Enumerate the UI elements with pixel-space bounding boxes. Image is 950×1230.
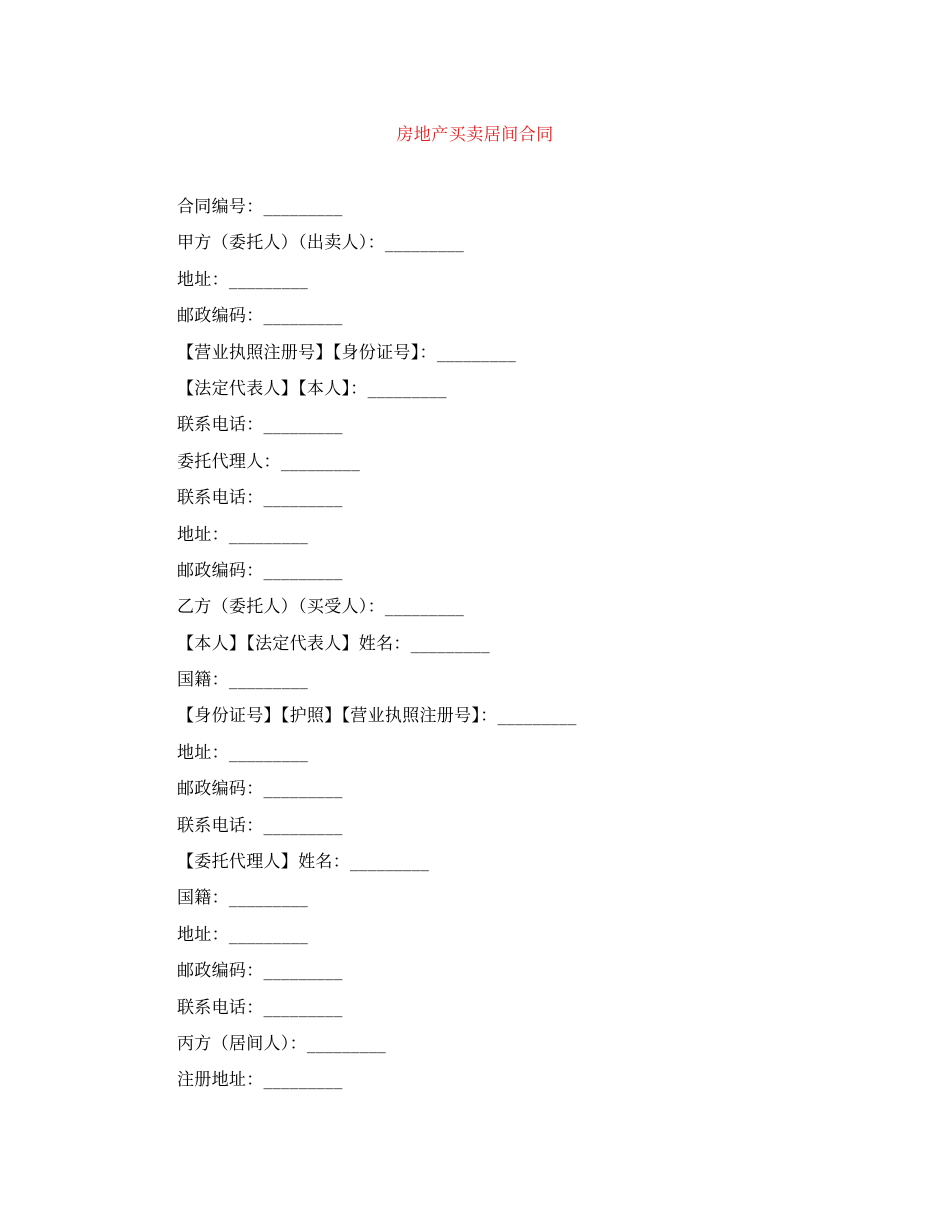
contract-field [177, 524, 877, 560]
contract-field [177, 705, 877, 741]
field-blank-line: _________ [263, 415, 343, 436]
contract-field [177, 1033, 877, 1069]
field-label: 邮政编码： [177, 560, 264, 581]
contract-field [177, 924, 877, 960]
field-blank-line: _________ [228, 924, 309, 945]
field-label: 联系电话： [177, 997, 264, 1018]
contract-field [177, 196, 877, 232]
field-label: 联系电话： [177, 415, 264, 436]
field-label: 委托代理人： [177, 451, 281, 472]
field-label: 邮政编码： [177, 961, 264, 982]
field-label: 注册地址： [177, 1070, 264, 1091]
field-label: 【营业执照注册号】【身份证号】： [177, 342, 437, 363]
field-blank-line: _________ [280, 451, 361, 472]
contract-field [177, 342, 877, 378]
field-blank-line: _________ [263, 560, 343, 581]
field-blank-line: _________ [228, 269, 309, 290]
field-blank-line: _________ [410, 633, 490, 654]
field-blank-line: _________ [228, 888, 309, 909]
field-blank-line: _________ [263, 488, 343, 509]
contract-field [177, 851, 877, 887]
document-title: 房地产买卖居间合同 [396, 125, 554, 145]
contract-field [177, 633, 877, 669]
field-blank-line: _________ [384, 233, 465, 254]
field-label: 【委托代理人】姓名： [177, 852, 350, 873]
field-blank-line: _________ [367, 378, 447, 399]
field-label: 乙方（委托人）（买受人）： [177, 597, 385, 618]
field-label: 邮政编码： [177, 779, 264, 800]
contract-field [177, 560, 877, 596]
field-blank-line: _________ [384, 597, 465, 618]
contract-field [177, 815, 877, 851]
field-label: 丙方（居间人）： [177, 1033, 307, 1054]
contract-field [177, 887, 877, 923]
field-blank-line: _________ [263, 779, 343, 800]
contract-field [177, 487, 877, 523]
contract-field [177, 378, 877, 414]
contract-field [177, 269, 877, 305]
contract-field [177, 451, 877, 487]
field-label: 【本人】【法定代表人】姓名： [177, 633, 411, 654]
field-blank-line: _________ [263, 961, 343, 982]
contract-field [177, 596, 877, 632]
field-blank-line: _________ [263, 815, 343, 836]
contract-field [177, 1069, 877, 1105]
contract-field [177, 960, 877, 996]
field-blank-line: _________ [228, 524, 309, 545]
field-label: 【法定代表人】【本人】： [177, 378, 368, 399]
contract-field [177, 414, 877, 450]
field-label: 【身份证号】【护照】【营业执照注册号】： [177, 706, 498, 727]
field-blank-line: _________ [228, 742, 309, 763]
field-label: 合同编号： [177, 197, 264, 217]
field-blank-line: _________ [228, 670, 309, 691]
contract-field [177, 778, 877, 814]
field-blank-line: _________ [350, 852, 430, 873]
field-blank-line: _________ [263, 997, 343, 1018]
field-label: 联系电话： [177, 488, 264, 509]
contract-field [177, 669, 877, 705]
contract-fields [177, 196, 877, 1106]
contract-field [177, 997, 877, 1033]
field-label: 国籍： [177, 888, 229, 909]
contract-field [177, 742, 877, 778]
field-blank-line: _________ [497, 706, 577, 727]
field-label: 地址： [177, 269, 229, 290]
field-label: 地址： [177, 924, 229, 945]
field-label: 联系电话： [177, 815, 264, 836]
field-label: 邮政编码： [177, 306, 264, 327]
field-blank-line: _________ [306, 1033, 387, 1054]
field-blank-line: _________ [263, 1070, 343, 1091]
field-label: 地址： [177, 742, 229, 763]
field-label: 国籍： [177, 670, 229, 691]
contract-field [177, 305, 877, 341]
field-label: 甲方（委托人）（出卖人）： [177, 233, 385, 254]
contract-field [177, 232, 877, 268]
field-blank-line: _________ [263, 306, 343, 327]
field-blank-line: _________ [436, 342, 517, 363]
field-label: 地址： [177, 524, 229, 545]
field-blank-line: _________ [263, 197, 343, 217]
